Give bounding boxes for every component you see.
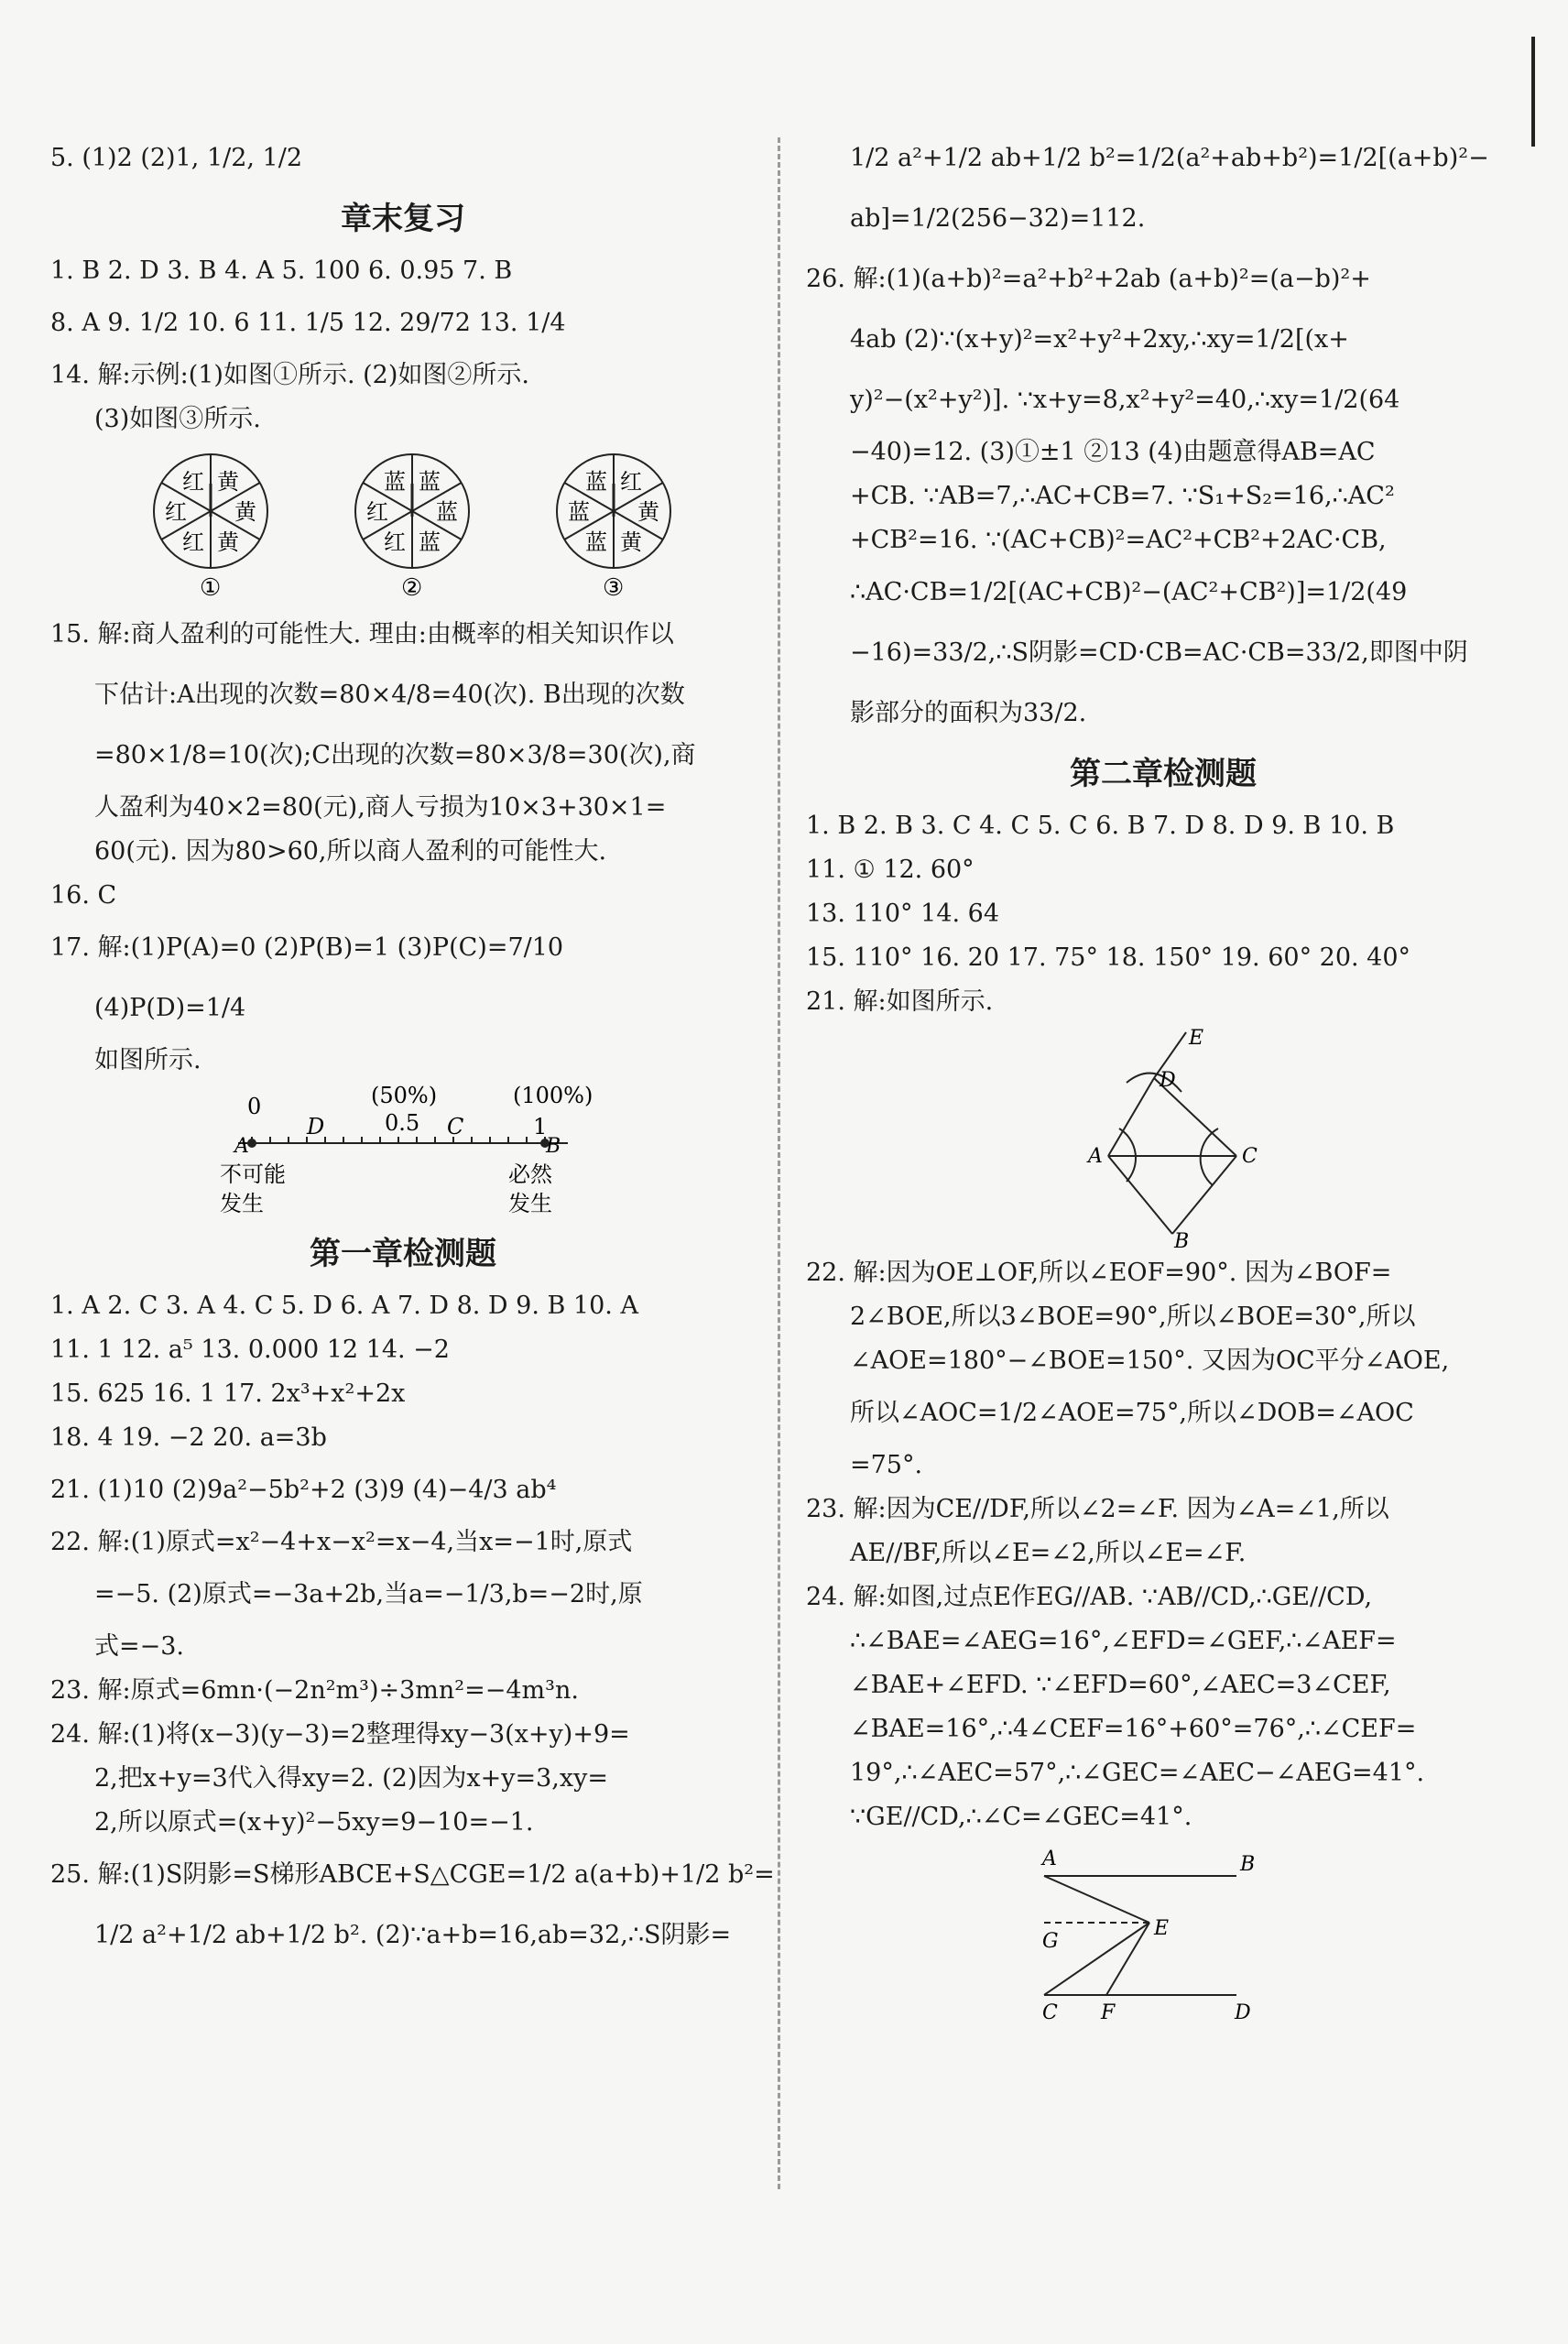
- nl-point-b: B: [546, 1135, 561, 1158]
- probability-number-line: [165, 1083, 641, 1224]
- geometry-figure-24: [1044, 1843, 1282, 2026]
- answer-line: 22. 解:(1)原式=x²−4+x−x²=x−4,当x=−1时,原式: [50, 1528, 633, 1556]
- answer-line: +CB. ∵AB=7,∴AC+CB=7. ∵S₁+S₂=16,∴AC²: [850, 482, 1395, 510]
- wheel-sector-label: 黄: [637, 499, 659, 525]
- answer-line: 2,所以原式=(x+y)²−5xy=9−10=−1.: [94, 1808, 534, 1837]
- fig21-label-d: D: [1160, 1069, 1176, 1092]
- wheel-sector-label: 蓝: [384, 469, 406, 496]
- fig24-label-b: B: [1240, 1853, 1256, 1876]
- wheel-sector-label: 蓝: [419, 529, 441, 555]
- nl-label-d: D: [307, 1114, 325, 1139]
- fig21-label-a: A: [1088, 1145, 1103, 1168]
- wheel-sector-label: 黄: [217, 469, 239, 496]
- answer-line: 1. B 2. D 3. B 4. A 5. 100 6. 0.95 7. B: [50, 256, 513, 285]
- answer-line: 人盈利为40×2=80(元),商人亏损为10×3+30×1=: [94, 793, 667, 822]
- answer-line: 式=−3.: [94, 1632, 185, 1661]
- wheel-sector-label: 黄: [217, 529, 239, 555]
- nl-label-1: 1: [533, 1114, 548, 1139]
- wheel-sector-label: 红: [182, 529, 204, 555]
- section-title-chapter1-test: 第一章检测题: [310, 1236, 496, 1272]
- answer-line: 如图所示.: [94, 1046, 201, 1074]
- answer-line: 11. ① 12. 60°: [806, 856, 975, 884]
- answer-line: 19°,∴∠AEC=57°,∴∠GEC=∠AEC−∠AEG=41°.: [850, 1759, 1425, 1787]
- section-title-chapter-review: 章末复习: [341, 201, 465, 237]
- wheel-sector-label: 红: [620, 469, 642, 496]
- wheel-sector-label: 黄: [234, 499, 256, 525]
- wheel-caption: ②: [401, 574, 423, 602]
- answer-line: 15. 110° 16. 20 17. 75° 18. 150° 19. 60° 20. 40°: [806, 943, 1411, 972]
- answer-line: 13. 110° 14. 64: [806, 899, 1000, 928]
- nl-label-100pct: (100%): [513, 1083, 593, 1108]
- nl-impossible-1: 不可能: [220, 1161, 286, 1187]
- wheel-caption: ①: [200, 574, 222, 602]
- answer-line: y)²−(x²+y²)]. ∵x+y=8,x²+y²=40,∴xy=1/2(64: [850, 386, 1400, 414]
- wheel-caption: ③: [603, 574, 625, 602]
- answer-line: (4)P(D)=1/4: [94, 994, 246, 1022]
- nl-certain-2: 发生: [508, 1191, 552, 1216]
- fig21-label-b: B: [1174, 1230, 1190, 1253]
- answer-line: 1/2 a²+1/2 ab+1/2 b²=1/2(a²+ab+b²)=1/2[(a+b)²−: [850, 144, 1489, 172]
- answer-line: 4ab (2)∵(x+y)²=x²+y²+2xy,∴xy=1/2[(x+: [850, 325, 1349, 354]
- answer-line: 所以∠AOC=1/2∠AOE=75°,所以∠DOB=∠AOC: [850, 1399, 1414, 1427]
- nl-certain-1: 必然: [508, 1161, 552, 1187]
- answer-line: 15. 625 16. 1 17. 2x³+x²+2x: [50, 1379, 406, 1408]
- answer-line: (3)如图③所示.: [94, 405, 261, 433]
- nl-impossible-2: 发生: [220, 1191, 264, 1216]
- nl-label-half: 0.5: [385, 1110, 420, 1136]
- probability-wheels-figure: [110, 445, 696, 601]
- page-edge-mark: [1531, 37, 1535, 147]
- answer-line: ∴AC·CB=1/2[(AC+CB)²−(AC²+CB²)]=1/2(49: [850, 578, 1408, 606]
- answer-line: 23. 解:原式=6mn·(−2n²m³)÷3mn²=−4m³n.: [50, 1676, 579, 1705]
- answer-line: 18. 4 19. −2 20. a=3b: [50, 1423, 327, 1452]
- answer-line: 下估计:A出现的次数=80×4/8=40(次). B出现的次数: [94, 681, 685, 709]
- nl-label-50pct: (50%): [371, 1083, 438, 1108]
- section-title-chapter2-test: 第二章检测题: [1070, 756, 1257, 792]
- fig21-label-c: C: [1242, 1145, 1258, 1168]
- answer-line: 60(元). 因为80>60,所以商人盈利的可能性大.: [94, 837, 607, 866]
- fig21-label-e: E: [1189, 1027, 1204, 1050]
- nl-label-c: C: [447, 1114, 464, 1139]
- wheel-sector-label: 红: [366, 499, 388, 525]
- answer-line: ∠AOE=180°−∠BOE=150°. 又因为OC平分∠AOE,: [850, 1346, 1450, 1375]
- answer-line: 26. 解:(1)(a+b)²=a²+b²+2ab (a+b)²=(a−b)²+: [806, 265, 1371, 293]
- right-column: [806, 128, 1520, 2030]
- answer-line: 14. 解:示例:(1)如图①所示. (2)如图②所示.: [50, 361, 529, 389]
- fig24-label-e: E: [1154, 1917, 1170, 1940]
- answer-line: 8. A 9. 1/2 10. 6 11. 1/5 12. 29/72 13. 1/4: [50, 309, 566, 337]
- wheel-sector-label: 黄: [620, 529, 642, 555]
- nl-point-a: A: [234, 1135, 249, 1158]
- answer-line: AE//BF,所以∠E=∠2,所以∠E=∠F.: [850, 1539, 1247, 1567]
- answer-line: =80×1/8=10(次);C出现的次数=80×3/8=30(次),商: [94, 741, 696, 769]
- answer-line: −16)=33/2,∴S阴影=CD·CB=AC·CB=33/2,即图中阴: [850, 638, 1468, 667]
- fig24-label-c: C: [1042, 2001, 1058, 2024]
- wheel-sector-label: 蓝: [436, 499, 458, 525]
- wheel-sector-label: 蓝: [585, 469, 607, 496]
- fig24-label-g: G: [1042, 1930, 1059, 1953]
- answer-line: 23. 解:因为CE//DF,所以∠2=∠F. 因为∠A=∠1,所以: [806, 1495, 1389, 1523]
- answer-line: 21. 解:如图所示.: [806, 987, 994, 1016]
- answer-line: 1/2 a²+1/2 ab+1/2 b². (2)∵a+b=16,ab=32,∴S阴影=: [94, 1921, 732, 1949]
- answer-line: 22. 解:因为OE⊥OF,所以∠EOF=90°. 因为∠BOF=: [806, 1259, 1392, 1287]
- answer-line: 21. (1)10 (2)9a²−5b²+2 (3)9 (4)−4/3 ab⁴: [50, 1476, 557, 1504]
- answer-line: ∵GE//CD,∴∠C=∠GEC=41°.: [850, 1803, 1192, 1831]
- answer-line: 15. 解:商人盈利的可能性大. 理由:由概率的相关知识作以: [50, 620, 674, 649]
- answer-line: 2∠BOE,所以3∠BOE=90°,所以∠BOE=30°,所以: [850, 1303, 1416, 1331]
- geometry-figure-21: [1026, 1027, 1301, 1253]
- answer-line: ∠BAE=16°,∴4∠CEF=16°+60°=76°,∴∠CEF=: [850, 1715, 1417, 1743]
- wheel-sector-label: 蓝: [568, 499, 590, 525]
- left-column: [50, 128, 775, 1966]
- answer-line: 17. 解:(1)P(A)=0 (2)P(B)=1 (3)P(C)=7/10: [50, 933, 564, 962]
- fig24-label-f: F: [1101, 2001, 1116, 2024]
- answer-line: ∠BAE+∠EFD. ∵∠EFD=60°,∠AEC=3∠CEF,: [850, 1671, 1391, 1699]
- answer-line: −40)=12. (3)①±1 ②13 (4)由题意得AB=AC: [850, 438, 1376, 466]
- answer-line: 25. 解:(1)S阴影=S梯形ABCE+S△CGE=1/2 a(a+b)+1/2 b²=: [50, 1860, 775, 1889]
- nl-label-0: 0: [247, 1094, 262, 1119]
- fig24-label-d: D: [1235, 2001, 1251, 2024]
- answer-line: 1. B 2. B 3. C 4. C 5. C 6. B 7. D 8. D 9. B 10. B: [806, 812, 1395, 840]
- answer-line: 2,把x+y=3代入得xy=2. (2)因为x+y=3,xy=: [94, 1764, 608, 1793]
- answer-line: =−5. (2)原式=−3a+2b,当a=−1/3,b=−2时,原: [94, 1580, 643, 1608]
- answer-line: ab]=1/2(256−32)=112.: [850, 204, 1146, 233]
- column-divider: [778, 137, 780, 2189]
- answer-line: 16. C: [50, 881, 117, 910]
- answer-line: 1. A 2. C 3. A 4. C 5. D 6. A 7. D 8. D 9. B 10. A: [50, 1292, 638, 1320]
- answer-line: =75°.: [850, 1451, 923, 1479]
- answer-line: ∴∠BAE=∠AEG=16°,∠EFD=∠GEF,∴∠AEF=: [850, 1627, 1397, 1655]
- answer-line: 5. (1)2 (2)1, 1/2, 1/2: [50, 144, 303, 172]
- answer-line: 24. 解:(1)将(x−3)(y−3)=2整理得xy−3(x+y)+9=: [50, 1720, 630, 1749]
- wheel-sector-label: 蓝: [585, 529, 607, 555]
- wheel-sector-label: 红: [165, 499, 187, 525]
- answer-line: 影部分的面积为33/2.: [850, 699, 1087, 727]
- wheel-sector-label: 蓝: [419, 469, 441, 496]
- wheel-sector-label: 红: [182, 469, 204, 496]
- answer-line: 11. 1 12. a⁵ 13. 0.000 12 14. −2: [50, 1336, 450, 1364]
- wheel-sector-label: 红: [384, 529, 406, 555]
- fig24-label-a: A: [1042, 1848, 1057, 1870]
- answer-line: 24. 解:如图,过点E作EG//AB. ∵AB//CD,∴GE//CD,: [806, 1583, 1373, 1611]
- answer-line: +CB²=16. ∵(AC+CB)²=AC²+CB²+2AC·CB,: [850, 526, 1387, 554]
